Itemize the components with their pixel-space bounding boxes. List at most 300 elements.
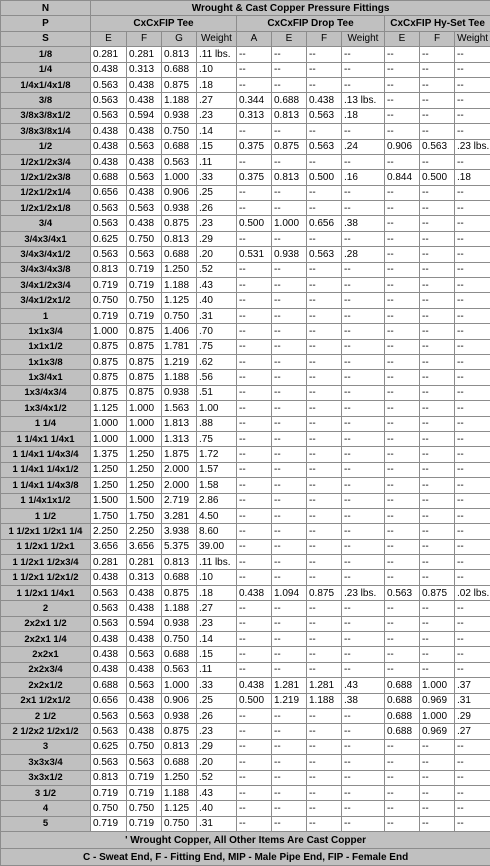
value-cell: 0.750 (127, 231, 162, 246)
value-cell: .70 (197, 324, 237, 339)
value-cell: 0.375 (237, 170, 272, 185)
size-cell: 1x3/4x1/2 (1, 401, 91, 416)
table-row (1, 293, 490, 308)
size-cell: 3/4x1/2x3/4 (1, 278, 91, 293)
value-cell: 1.250 (162, 262, 197, 277)
value-cell: -- (237, 724, 272, 739)
value-cell: .11 (197, 154, 237, 169)
value-cell: 1.500 (91, 493, 127, 508)
column-header: E (272, 31, 307, 46)
column-header: Weight (342, 31, 385, 46)
value-cell: -- (307, 154, 342, 169)
value-cell: -- (455, 154, 490, 169)
column-header: E (385, 31, 420, 46)
value-cell: .13 lbs. (342, 93, 385, 108)
value-cell: -- (420, 370, 455, 385)
value-cell: .52 (197, 770, 237, 785)
table-row (1, 416, 490, 431)
value-cell: -- (342, 124, 385, 139)
value-cell: -- (342, 493, 385, 508)
value-cell: -- (307, 462, 342, 477)
size-cell: 2 1/2x2 1/2x1/2 (1, 724, 91, 739)
value-cell: -- (455, 431, 490, 446)
value-cell: -- (455, 262, 490, 277)
value-cell: -- (420, 216, 455, 231)
value-cell: -- (272, 478, 307, 493)
value-cell: .16 (342, 170, 385, 185)
value-cell: -- (307, 324, 342, 339)
value-cell: -- (272, 447, 307, 462)
value-cell: 0.563 (127, 678, 162, 693)
value-cell: 1.58 (197, 478, 237, 493)
table-row (1, 170, 490, 185)
corner-label-s: S (1, 31, 91, 46)
group-header-hyset-tee: CxCxFIP Hy-Set Tee (385, 16, 490, 31)
value-cell: 0.969 (420, 724, 455, 739)
value-cell: -- (272, 124, 307, 139)
size-cell: 2x2x1 1/2 (1, 616, 91, 631)
value-cell: -- (455, 739, 490, 754)
value-cell: -- (385, 62, 420, 77)
value-cell: -- (307, 524, 342, 539)
value-cell: -- (385, 493, 420, 508)
value-cell: -- (420, 247, 455, 262)
table-row (1, 770, 490, 785)
value-cell: .88 (197, 416, 237, 431)
value-cell: -- (385, 154, 420, 169)
value-cell: -- (237, 539, 272, 554)
value-cell: -- (342, 724, 385, 739)
value-cell: .75 (197, 339, 237, 354)
value-cell: -- (385, 47, 420, 62)
size-cell: 5 (1, 816, 91, 831)
value-cell: 1.250 (162, 770, 197, 785)
value-cell: -- (307, 816, 342, 831)
table-row (1, 124, 490, 139)
value-cell: -- (455, 493, 490, 508)
value-cell: -- (342, 77, 385, 92)
value-cell: 0.438 (127, 216, 162, 231)
value-cell: .20 (197, 247, 237, 262)
value-cell: .29 (197, 231, 237, 246)
value-cell: .31 (197, 308, 237, 323)
value-cell: 0.906 (385, 139, 420, 154)
size-cell: 1 1/2x1 1/2x3/4 (1, 555, 91, 570)
value-cell: -- (272, 632, 307, 647)
value-cell: -- (237, 370, 272, 385)
value-cell: -- (455, 462, 490, 477)
column-header: E (91, 31, 127, 46)
value-cell: -- (237, 801, 272, 816)
value-cell: -- (342, 370, 385, 385)
value-cell: 0.281 (91, 555, 127, 570)
value-cell: -- (420, 201, 455, 216)
value-cell: 0.906 (162, 185, 197, 200)
value-cell: -- (420, 801, 455, 816)
value-cell: .15 (197, 139, 237, 154)
value-cell: -- (420, 154, 455, 169)
size-cell: 2x2x1 1/4 (1, 632, 91, 647)
value-cell: 1.250 (91, 478, 127, 493)
value-cell: -- (455, 755, 490, 770)
group-header-drop-tee: CxCxFIP Drop Tee (237, 16, 385, 31)
value-cell: -- (342, 401, 385, 416)
value-cell: 0.313 (127, 62, 162, 77)
value-cell: -- (385, 231, 420, 246)
table-row (1, 108, 490, 123)
value-cell: -- (342, 293, 385, 308)
size-cell: 3x3x1/2 (1, 770, 91, 785)
value-cell: -- (237, 508, 272, 523)
table-row (1, 539, 490, 554)
value-cell: 3.281 (162, 508, 197, 523)
value-cell: 0.438 (91, 632, 127, 647)
value-cell: -- (237, 662, 272, 677)
value-cell: 0.563 (91, 585, 127, 600)
value-cell: -- (272, 278, 307, 293)
value-cell: 0.719 (127, 816, 162, 831)
value-cell: 1.188 (162, 278, 197, 293)
value-cell: -- (420, 324, 455, 339)
value-cell: -- (385, 785, 420, 800)
value-cell: -- (307, 632, 342, 647)
table-row (1, 185, 490, 200)
value-cell: -- (420, 785, 455, 800)
value-cell: -- (455, 216, 490, 231)
value-cell: -- (342, 154, 385, 169)
value-cell: 2.250 (127, 524, 162, 539)
size-cell: 2x2x1/2 (1, 678, 91, 693)
value-cell: 0.750 (127, 739, 162, 754)
value-cell: -- (342, 708, 385, 723)
value-cell: 39.00 (197, 539, 237, 554)
value-cell: -- (420, 524, 455, 539)
table-row (1, 493, 490, 508)
value-cell: -- (307, 354, 342, 369)
value-cell: -- (237, 262, 272, 277)
value-cell: 0.875 (420, 585, 455, 600)
table-row (1, 385, 490, 400)
value-cell: -- (237, 447, 272, 462)
value-cell: -- (307, 724, 342, 739)
size-cell: 1/2x1/2x3/4 (1, 154, 91, 169)
value-cell: 0.313 (127, 570, 162, 585)
value-cell: -- (420, 755, 455, 770)
value-cell: -- (342, 816, 385, 831)
value-cell: -- (307, 62, 342, 77)
value-cell: -- (420, 570, 455, 585)
value-cell: -- (385, 354, 420, 369)
table-row (1, 508, 490, 523)
value-cell: 0.438 (127, 585, 162, 600)
value-cell: -- (272, 662, 307, 677)
size-cell: 1/2x1/2x1/8 (1, 201, 91, 216)
value-cell: 2.250 (91, 524, 127, 539)
size-cell: 1/2 (1, 139, 91, 154)
value-cell: -- (420, 401, 455, 416)
value-cell: -- (307, 293, 342, 308)
column-header: A (237, 31, 272, 46)
value-cell: 8.60 (197, 524, 237, 539)
value-cell: .10 (197, 570, 237, 585)
value-cell: -- (307, 447, 342, 462)
column-header: Weight (455, 31, 490, 46)
value-cell: -- (455, 201, 490, 216)
value-cell: .31 (455, 693, 490, 708)
value-cell: -- (237, 77, 272, 92)
value-cell: -- (272, 647, 307, 662)
value-cell: 1.750 (91, 508, 127, 523)
value-cell: 1.188 (162, 601, 197, 616)
value-cell: -- (342, 555, 385, 570)
value-cell: -- (420, 108, 455, 123)
value-cell: -- (237, 739, 272, 754)
value-cell: 0.563 (91, 247, 127, 262)
value-cell: -- (342, 508, 385, 523)
value-cell: -- (272, 354, 307, 369)
value-cell: -- (455, 632, 490, 647)
value-cell: 0.375 (237, 139, 272, 154)
value-cell: 0.719 (127, 770, 162, 785)
value-cell: 0.813 (162, 47, 197, 62)
value-cell: 1.875 (162, 447, 197, 462)
value-cell: -- (237, 616, 272, 631)
value-cell: -- (420, 632, 455, 647)
value-cell: -- (272, 785, 307, 800)
value-cell: .15 (197, 647, 237, 662)
value-cell: .18 (197, 585, 237, 600)
table-row (1, 755, 490, 770)
value-cell: 0.563 (91, 77, 127, 92)
value-cell: 0.438 (91, 662, 127, 677)
value-cell: 0.875 (91, 354, 127, 369)
value-cell: 0.594 (127, 108, 162, 123)
column-header: G (162, 31, 197, 46)
value-cell: -- (385, 262, 420, 277)
value-cell: 1.250 (91, 462, 127, 477)
value-cell: 0.813 (162, 739, 197, 754)
value-cell: -- (455, 555, 490, 570)
value-cell: 1.000 (91, 431, 127, 446)
value-cell: 0.875 (91, 385, 127, 400)
value-cell: .27 (197, 93, 237, 108)
value-cell: .25 (197, 693, 237, 708)
size-cell: 1 1/2x1 1/2x1 1/4 (1, 524, 91, 539)
value-cell: -- (420, 539, 455, 554)
value-cell: -- (420, 354, 455, 369)
value-cell: -- (237, 201, 272, 216)
value-cell: .33 (197, 170, 237, 185)
value-cell: 0.813 (91, 770, 127, 785)
value-cell: -- (385, 570, 420, 585)
value-cell: -- (307, 555, 342, 570)
value-cell: 0.719 (127, 278, 162, 293)
value-cell: 0.813 (162, 231, 197, 246)
size-cell: 1 1/4x1 1/4x1/2 (1, 462, 91, 477)
value-cell: -- (272, 801, 307, 816)
group-header-tee: CxCxFIP Tee (91, 16, 237, 31)
table-row (1, 324, 490, 339)
value-cell: -- (307, 339, 342, 354)
value-cell: 1.000 (127, 401, 162, 416)
value-cell: 0.750 (162, 816, 197, 831)
table-row (1, 555, 490, 570)
value-cell: 0.719 (91, 816, 127, 831)
value-cell: 3.656 (91, 539, 127, 554)
value-cell: -- (420, 47, 455, 62)
value-cell: -- (307, 201, 342, 216)
value-cell: 1.188 (307, 693, 342, 708)
value-cell: 0.875 (127, 385, 162, 400)
value-cell: 0.344 (237, 93, 272, 108)
value-cell: -- (455, 478, 490, 493)
value-cell: -- (385, 755, 420, 770)
value-cell: -- (272, 154, 307, 169)
value-cell: -- (237, 785, 272, 800)
column-header: F (420, 31, 455, 46)
value-cell: -- (342, 755, 385, 770)
value-cell: 0.969 (420, 693, 455, 708)
value-cell: -- (342, 62, 385, 77)
value-cell: -- (237, 601, 272, 616)
value-cell: -- (342, 354, 385, 369)
value-cell: -- (455, 62, 490, 77)
value-cell: -- (420, 431, 455, 446)
value-cell: -- (385, 77, 420, 92)
size-cell: 1 1/2 (1, 508, 91, 523)
value-cell: 0.875 (127, 370, 162, 385)
table-row (1, 739, 490, 754)
value-cell: -- (455, 662, 490, 677)
value-cell: -- (342, 262, 385, 277)
value-cell: -- (420, 93, 455, 108)
size-cell: 1/2x1/2x3/8 (1, 170, 91, 185)
value-cell: .38 (342, 216, 385, 231)
value-cell: 2.86 (197, 493, 237, 508)
value-cell: -- (272, 370, 307, 385)
value-cell: 1.281 (272, 678, 307, 693)
value-cell: -- (385, 324, 420, 339)
value-cell: -- (272, 431, 307, 446)
value-cell: -- (385, 216, 420, 231)
value-cell: -- (272, 508, 307, 523)
value-cell: 0.438 (91, 570, 127, 585)
value-cell: -- (420, 739, 455, 754)
value-cell: -- (307, 416, 342, 431)
value-cell: -- (455, 77, 490, 92)
value-cell: 2.000 (162, 478, 197, 493)
value-cell: 0.281 (127, 555, 162, 570)
value-cell: 0.313 (237, 108, 272, 123)
value-cell: 1.125 (162, 801, 197, 816)
value-cell: -- (237, 308, 272, 323)
value-cell: -- (237, 278, 272, 293)
size-cell: 3 1/2 (1, 785, 91, 800)
value-cell: 0.719 (91, 785, 127, 800)
value-cell: 0.688 (91, 678, 127, 693)
value-cell: -- (342, 524, 385, 539)
value-cell: -- (455, 647, 490, 662)
value-cell: -- (342, 278, 385, 293)
value-cell: -- (272, 616, 307, 631)
value-cell: 1.000 (91, 324, 127, 339)
value-cell: 0.438 (307, 93, 342, 108)
value-cell: 0.438 (91, 647, 127, 662)
value-cell: 1.500 (127, 493, 162, 508)
value-cell: 3.656 (127, 539, 162, 554)
value-cell: 0.438 (127, 77, 162, 92)
value-cell: -- (455, 354, 490, 369)
value-cell: -- (272, 816, 307, 831)
value-cell: 0.750 (127, 293, 162, 308)
value-cell: -- (272, 185, 307, 200)
value-cell: .23 (197, 616, 237, 631)
value-cell: 0.688 (91, 170, 127, 185)
table-row (1, 139, 490, 154)
table-row (1, 339, 490, 354)
size-cell: 3/4x3/4x1/2 (1, 247, 91, 262)
value-cell: -- (307, 739, 342, 754)
value-cell: 1.563 (162, 401, 197, 416)
value-cell: -- (272, 555, 307, 570)
value-cell: .25 (197, 185, 237, 200)
value-cell: -- (342, 308, 385, 323)
size-cell: 1x1x3/8 (1, 354, 91, 369)
value-cell: 0.656 (307, 216, 342, 231)
column-header: F (307, 31, 342, 46)
value-cell: -- (307, 755, 342, 770)
value-cell: -- (420, 62, 455, 77)
value-cell: 0.938 (272, 247, 307, 262)
value-cell: -- (237, 462, 272, 477)
value-cell: 0.875 (91, 339, 127, 354)
value-cell: 0.281 (127, 47, 162, 62)
value-cell: -- (385, 370, 420, 385)
value-cell: -- (385, 739, 420, 754)
value-cell: .29 (197, 739, 237, 754)
value-cell: 0.938 (162, 385, 197, 400)
size-cell: 1 1/4x1 1/4x1 (1, 431, 91, 446)
value-cell: -- (307, 431, 342, 446)
value-cell: 0.906 (162, 693, 197, 708)
value-cell: 0.875 (162, 585, 197, 600)
value-cell: 1.000 (420, 678, 455, 693)
value-cell: 0.875 (162, 77, 197, 92)
table-row (1, 93, 490, 108)
size-cell: 1 1/4x1 1/4x3/8 (1, 478, 91, 493)
value-cell: -- (307, 47, 342, 62)
value-cell: 0.938 (162, 616, 197, 631)
value-cell: 0.563 (162, 154, 197, 169)
value-cell: .43 (197, 278, 237, 293)
value-cell: 0.563 (385, 585, 420, 600)
value-cell: 0.438 (91, 62, 127, 77)
value-cell: .33 (197, 678, 237, 693)
value-cell: 0.719 (91, 278, 127, 293)
value-cell: .51 (197, 385, 237, 400)
size-cell: 1 1/2x1 1/2x1 (1, 539, 91, 554)
value-cell: 0.688 (162, 139, 197, 154)
value-cell: 1.313 (162, 431, 197, 446)
value-cell: 0.688 (162, 247, 197, 262)
value-cell: -- (272, 570, 307, 585)
value-cell: -- (342, 431, 385, 446)
value-cell: 1.000 (420, 708, 455, 723)
value-cell: .11 (197, 662, 237, 677)
table-row (1, 785, 490, 800)
value-cell: -- (307, 308, 342, 323)
value-cell: 0.563 (127, 247, 162, 262)
